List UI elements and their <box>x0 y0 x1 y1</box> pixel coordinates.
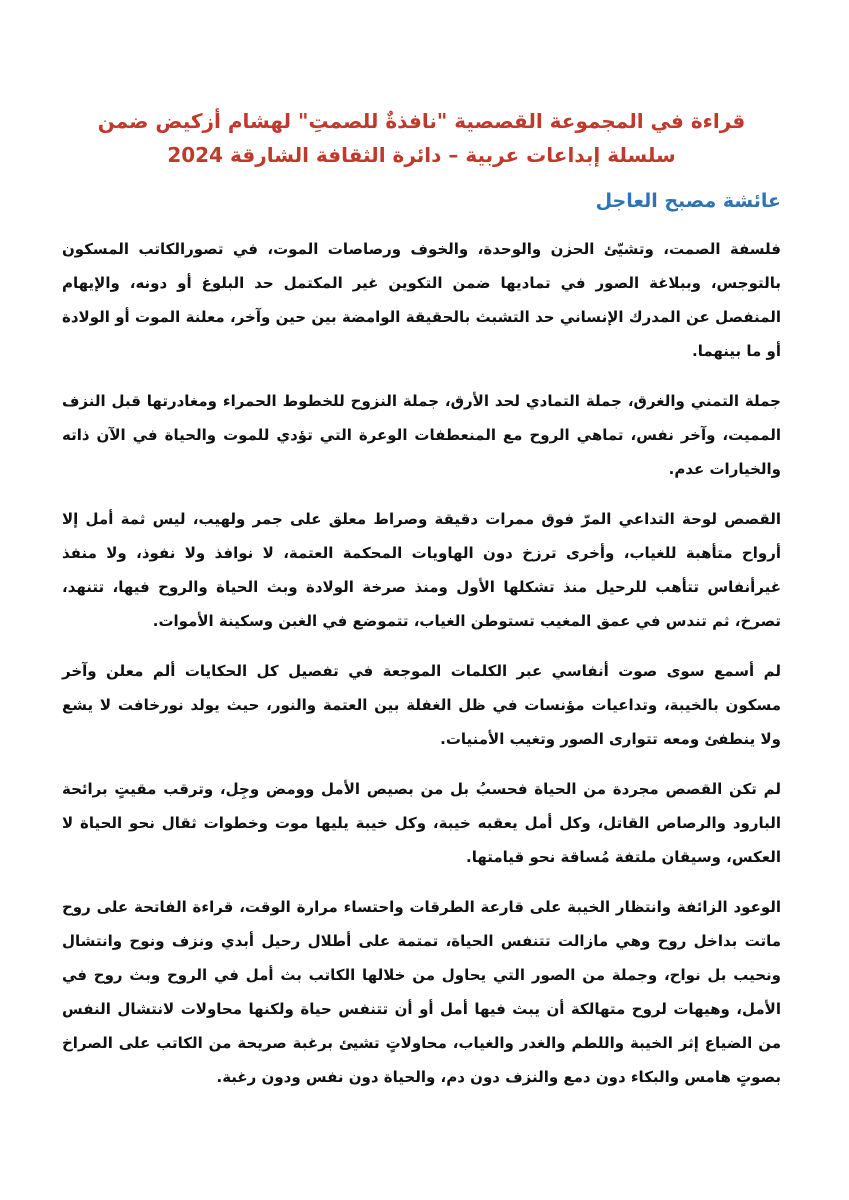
body-paragraph: القصص لوحة التداعي المرّ فوق ممرات دقيقة وصراط معلق على جمر ولهيب، ليس ثمة أمل إلا أرواح متأهبة للغياب، وأخرى ترزخ دون الهاويات المحكمة العتمة، لا نوافذ ولا نفوذ، ولا منفذ غيرأنفاس تتأهب للرحيل منذ تشكلها الأول ومنذ صرخة الولادة وبث الحياة والروح فيها، تتنهد، تصرخ، ثم تندس في عمق المغيب تستوطن الغياب، تتموضع في الغبن وسكينة الأموات. <box>62 510 781 630</box>
author-name: عائشة مصبح العاجل <box>595 190 781 212</box>
article-title: قراءة في المجموعة القصصية "نافذةٌ للصمتِ" لهشام أزكيض ضمن سلسلة إبداعات عربية – دائرة الثقافة الشارقة 2024 <box>97 109 746 167</box>
body-paragraph: لم أسمع سوى صوت أنفاسي عبر الكلمات الموجعة في تفصيل كل الحكايات ألم معلن وآخر مسكون بالخيبة، وتداعيات مؤنسات في ظل الغفلة بين العتمة والنور، حيث يولد نورخافت لا يشع ولا ينطفئ ومعه تتوارى الصور وتغيب الأمنيات. <box>62 662 781 748</box>
body-paragraph: الوعود الزائفة وانتظار الخيبة على قارعة الطرقات واحتساء مرارة الوقت، قراءة الفاتحة على روح ماتت بداخل روح وهي مازالت تتنفس الحياة، تمتمة على أطلال رحيل أبدي ونزف ونوح وانتشال ونحيب بل نواح، وجملة من الصور التي يحاول من خلالها الكاتب بث أمل في الروح وبث روح في الأمل، وهيهات لروح متهالكة أن يبث فيها أمل أو أن تتنفس حياة ولكنها محاولات لانتشال النفس من الضياع إثر الخيبة واللطم والغدر والغياب، محاولاتٍ تشيئ برغبة صريحة من الكاتب على الصراخ بصوتٍ هامس والبكاء دون دمع والنزف دون دم، والحياة دون نفس ودون رغبة. <box>62 898 781 1086</box>
body-paragraph: جملة التمني والغرق، جملة التمادي لحد الأرق، جملة النزوح للخطوط الحمراء ومغادرتها قبل النزف المميت، وآخر نفس، تماهي الروح مع المنعطفات الوعرة التي تؤدي للموت والحياة في الآن ذاته والخيارات عدم. <box>62 392 781 478</box>
body-paragraph: فلسفة الصمت، وتشيّئ الحزن والوحدة، والخوف ورصاصات الموت، في تصورالكاتب المسكون بالتوجس، وببلاغة الصور في تماديها ضمن التكوين غير المكتمل حد البلوغ أو دونه، والإيهام المنفصل عن المدرك الإنساني حد التشبث بالحقيقة الوامضة بين حين وآخر، معلنة الموت أو الولادة أو ما بينهما. <box>62 240 781 360</box>
body-paragraph: لم تكن القصص مجردة من الحياة فحسبُ بل من بصيص الأمل وومض وجِل، وترقب مقيتٍ برائحة البارود والرصاص القاتل، وكل أمل يعقبه خيبة، وكل خيبة يليها موت وخطوات ثقال نحو الحياة لا العكس، وسيقان ملتفة مُساقة نحو قيامتها. <box>62 780 781 866</box>
